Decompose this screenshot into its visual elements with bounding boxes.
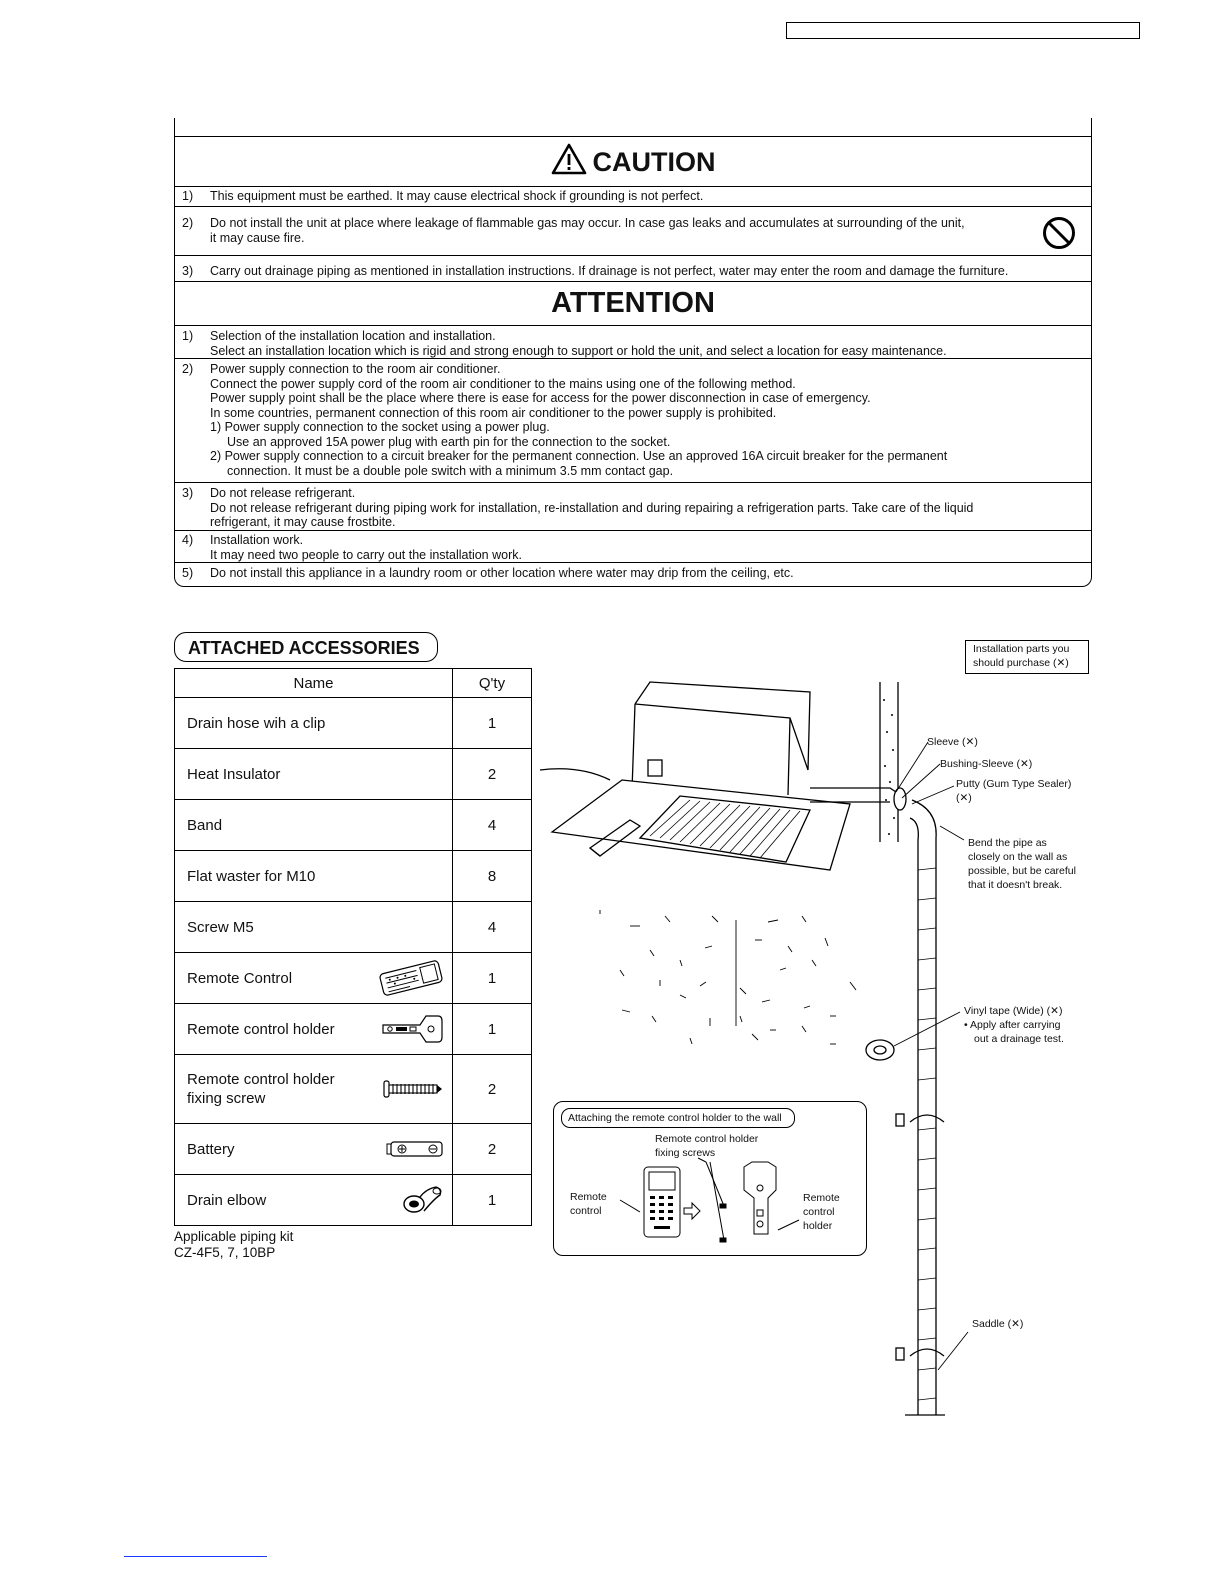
table-row: Remote control holder 1: [175, 1004, 532, 1055]
inset-screws-label: Remote control holder fixing screws: [655, 1133, 759, 1159]
accessories-table: [174, 668, 532, 1226]
header-box: [786, 22, 1140, 39]
footer-rule: [124, 1556, 267, 1557]
warning-panel: [174, 118, 1092, 587]
inset-remote-label: Remote control: [570, 1191, 607, 1217]
vinyl-tape-label: Vinyl tape (Wide) (✕) • Apply after carrying out a drainage test.: [964, 1005, 1064, 1045]
caution-header: [175, 136, 1091, 186]
sleeve-label: Sleeve (✕): [927, 736, 978, 748]
table-row: Remote Control 1: [175, 953, 532, 1004]
table-row: Remote control holder fixing screw 2: [175, 1055, 532, 1124]
vinyl-tape-icon: [866, 1040, 894, 1060]
prohibited-icon: [1042, 216, 1076, 250]
inset-drawing: [554, 1102, 866, 1255]
attention-item-5: 5) Do not install this appliance in a laundry room or other location where water may drip from the ceiling, etc.: [175, 562, 1091, 586]
warning-triangle-icon: [551, 143, 587, 175]
bushing-label: Bushing-Sleeve (✕): [940, 758, 1033, 770]
attention-title: ATTENTION: [551, 287, 715, 319]
remote-holder-icon: [380, 1012, 444, 1046]
inset-holder-label: Remote control holder: [803, 1192, 840, 1232]
drain-elbow-icon: [400, 1183, 444, 1217]
col-name-header: Name: [175, 669, 453, 698]
screw-icon: [382, 1078, 444, 1100]
attention-item-1: 1) Selection of the installation location and installation. Select an installation location which is rigid and strong enough to support or hold the unit, and select a location for easy maintenance.: [175, 325, 1091, 358]
attention-item-2: 2) Power supply connection to the room air conditioner. Connect the power supply cord of the room air conditioner to the mains using one of the following method. Power supply point shall be the place where there is ease for access for the power disconnection in case of emergency. In some countries, permanent connection of this room air conditioner to the power supply is prohibited. 1) Power supply connection to the socket using a power plug. Use an approved 15A power plug with earth pin for the connection to the socket. 2) Power supply connection to a circuit breaker for the permanent connection. Use an approved 16A circuit breaker for the permanent connection. It must be a double pole switch with a minimum 3.5 mm contact gap.: [175, 358, 1091, 482]
putty-label: Putty (Gum Type Sealer) (✕): [956, 778, 1072, 804]
indoor-unit: [540, 682, 850, 870]
caution-item-3: 3) Carry out drainage piping as mentioned in installation instructions. If drainage is not perfect, water may enter the room and damage the furniture.: [175, 255, 1091, 281]
table-row: Heat Insulator 2: [175, 749, 532, 800]
inset-title: Attaching the remote control holder to the wall: [561, 1108, 795, 1128]
wall: [880, 682, 898, 842]
attention-item-3: 3) Do not release refrigerant. Do not release refrigerant during piping work for installation, re-installation and during repairing a refrigeration parts. Take care of the liquid refrigerant, it may cause frostbite.: [175, 482, 1091, 530]
table-row: Screw M5 4: [175, 902, 532, 953]
caution-item-2: 2) Do not install the unit at place where leakage of flammable gas may occur. In case gas leaks and accumulates at surrounding of the unit, it may cause fire.: [175, 206, 1091, 255]
piping-kit-note: Applicable piping kit CZ-4F5, 7, 10BP: [174, 1229, 294, 1260]
saddle-icon: [896, 1114, 944, 1360]
attention-header: [175, 281, 1091, 325]
battery-icon: [386, 1140, 444, 1158]
bend-note: Bend the pipe as closely on the wall as possible, but be careful that it doesn't break.: [968, 837, 1076, 891]
table-row: Flat waster for M10 8: [175, 851, 532, 902]
remote-control-icon: [378, 958, 444, 998]
col-qty-header: Q'ty: [453, 669, 532, 698]
caution-item-1: 1) This equipment must be earthed. It may cause electrical shock if grounding is not perfect.: [175, 186, 1091, 206]
table-row: Battery 2: [175, 1124, 532, 1175]
table-row: Band 4: [175, 800, 532, 851]
table-row: Drain elbow 1: [175, 1175, 532, 1226]
caution-title: CAUTION: [592, 147, 716, 177]
accessories-title: ATTACHED ACCESSORIES: [174, 632, 438, 662]
table-row: Drain hose wih a clip 1: [175, 698, 532, 749]
remote-holder-inset: [553, 1101, 867, 1256]
saddle-label: Saddle (✕): [972, 1318, 1024, 1330]
table-header-row: [175, 669, 532, 698]
purchase-note: Installation parts you should purchase (✕): [965, 640, 1089, 674]
attention-item-4: 4) Installation work. It may need two people to carry out the installation work.: [175, 530, 1091, 562]
